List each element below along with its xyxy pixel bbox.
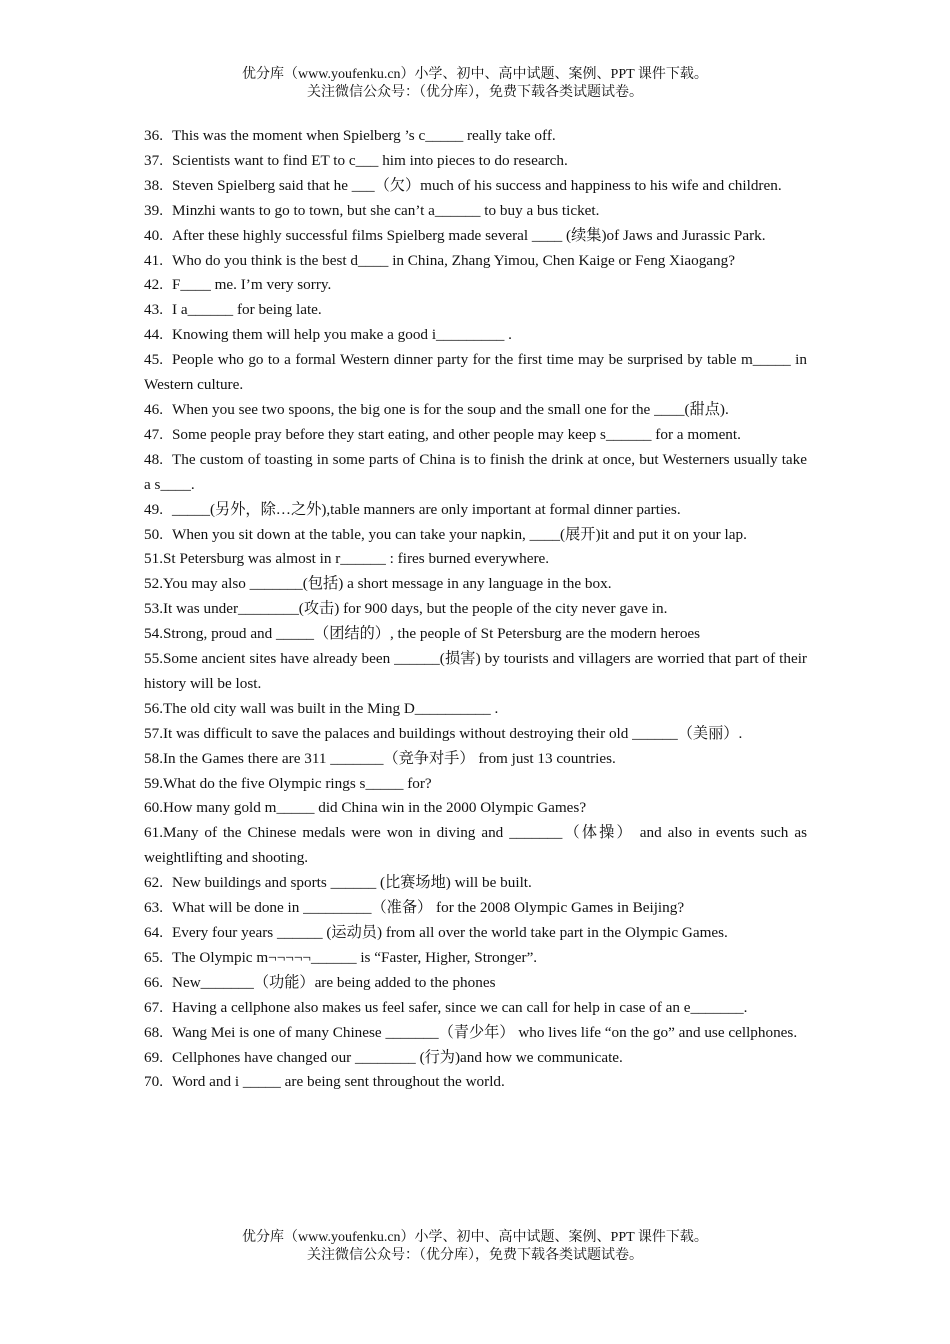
question-number: 45. bbox=[144, 351, 163, 369]
question-item bbox=[144, 298, 807, 323]
question-number: 54. bbox=[144, 625, 163, 643]
question-number: 59. bbox=[144, 774, 163, 792]
question-number: 53. bbox=[144, 600, 163, 618]
question-item bbox=[144, 124, 807, 149]
question-text: Having a cellphone also makes us feel safer, since we can call for help in case of an e_______. bbox=[171, 998, 748, 1016]
question-number: 61. bbox=[144, 824, 163, 842]
question-text: What do the five Olympic rings s_____ for? bbox=[162, 774, 432, 792]
question-item bbox=[144, 597, 807, 622]
question-number: 56. bbox=[144, 699, 163, 717]
question-text: The custom of toasting in some parts of China is to finish the drink at once, but Westerners usually take a s____. bbox=[144, 450, 807, 493]
question-item bbox=[144, 622, 807, 647]
question-number: 47. bbox=[144, 425, 163, 443]
question-number: 50. bbox=[144, 525, 163, 543]
page-header bbox=[0, 66, 950, 101]
question-list bbox=[144, 124, 807, 1095]
question-number: 43. bbox=[144, 301, 163, 319]
question-number: 51. bbox=[144, 550, 163, 568]
question-number: 65. bbox=[144, 948, 163, 966]
question-item bbox=[144, 796, 807, 821]
question-item bbox=[144, 423, 807, 448]
question-text: New_______（功能）are being added to the phones bbox=[171, 973, 496, 991]
question-text: Knowing them will help you make a good i_________ . bbox=[171, 326, 512, 344]
question-item bbox=[144, 348, 807, 398]
question-text: Some people pray before they start eating, and other people may keep s______ for a moment. bbox=[171, 425, 741, 443]
header-line-1: 优分库（www.youfenku.cn）小学、初中、高中试题、案例、PPT 课件下载。 bbox=[242, 67, 708, 82]
question-text: Scientists want to find ET to c___ him into pieces to do research. bbox=[171, 151, 568, 169]
question-number: 36. bbox=[144, 127, 163, 144]
question-text: St Petersburg was almost in r______ : fires burned everywhere. bbox=[162, 550, 550, 568]
question-text: I a______ for being late. bbox=[171, 301, 322, 319]
question-item bbox=[144, 523, 807, 548]
question-number: 58. bbox=[144, 749, 163, 767]
question-text: When you sit down at the table, you can take your napkin, ____(展开)it and put it on your lap. bbox=[171, 525, 747, 543]
question-item bbox=[144, 448, 807, 498]
question-number: 42. bbox=[144, 276, 163, 294]
question-number: 39. bbox=[144, 201, 163, 219]
question-item bbox=[144, 174, 807, 199]
question-number: 57. bbox=[144, 724, 163, 742]
question-text: It was under________(攻击) for 900 days, but the people of the city never gave in. bbox=[162, 600, 668, 618]
question-item bbox=[144, 722, 807, 747]
question-item bbox=[144, 224, 807, 249]
question-item bbox=[144, 772, 807, 797]
question-number: 63. bbox=[144, 899, 163, 917]
question-number: 62. bbox=[144, 874, 163, 892]
question-number: 64. bbox=[144, 924, 163, 941]
question-text: You may also _______(包括) a short message in any language in the box. bbox=[162, 575, 612, 593]
question-text: People who go to a formal Western dinner party for the first time may be surprised by table m_____ in Western culture. bbox=[144, 351, 807, 394]
question-text: Every four years ______ (运动员) from all over the world take part in the Olympic Games. bbox=[171, 924, 728, 941]
question-number: 48. bbox=[144, 450, 163, 468]
question-text: Wang Mei is one of many Chinese _______（青少年） who lives life “on the go” and use cellphones. bbox=[171, 1023, 798, 1041]
question-text: F____ me. I’m very sorry. bbox=[171, 276, 332, 294]
question-text: It was difficult to save the palaces and buildings without destroying their old ______（美丽）. bbox=[162, 724, 743, 742]
question-number: 60. bbox=[144, 799, 163, 817]
question-item bbox=[144, 1070, 807, 1095]
question-item bbox=[144, 996, 807, 1021]
question-number: 37. bbox=[144, 151, 163, 169]
question-text: Strong, proud and _____（团结的）, the people of St Petersburg are the modern heroes bbox=[162, 625, 701, 643]
question-number: 70. bbox=[144, 1073, 163, 1091]
question-item bbox=[144, 946, 807, 971]
question-item bbox=[144, 697, 807, 722]
question-number: 68. bbox=[144, 1023, 163, 1041]
question-item bbox=[144, 647, 807, 697]
question-number: 67. bbox=[144, 998, 163, 1016]
question-text: Minzhi wants to go to town, but she can’t a______ to buy a bus ticket. bbox=[171, 201, 600, 219]
question-item bbox=[144, 149, 807, 174]
question-text: _____(另外，除…之外),table manners are only important at formal dinner parties. bbox=[171, 500, 681, 518]
footer-line-1: 优分库（www.youfenku.cn）小学、初中、高中试题、案例、PPT 课件下载。 bbox=[242, 1230, 708, 1245]
question-number: 52. bbox=[144, 575, 163, 593]
question-text: Word and i _____ are being sent throughout the world. bbox=[171, 1073, 505, 1091]
question-item bbox=[144, 323, 807, 348]
question-text: The Olympic m¬¬¬¬¬______ is “Faster, Higher, Stronger”. bbox=[171, 948, 538, 966]
question-text: After these highly successful films Spielberg made several ____ (续集)of Jaws and Jurassic Park. bbox=[171, 226, 766, 244]
question-item bbox=[144, 1046, 807, 1071]
question-item bbox=[144, 547, 807, 572]
question-item bbox=[144, 871, 807, 896]
question-text: Steven Spielberg said that he ___（欠）much of his success and happiness to his wife and children. bbox=[171, 176, 782, 194]
question-text: This was the moment when Spielberg ’s c_____ really take off. bbox=[171, 127, 556, 144]
question-number: 69. bbox=[144, 1048, 163, 1066]
question-item bbox=[144, 921, 807, 946]
question-item bbox=[144, 896, 807, 921]
question-text: Cellphones have changed our ________ (行为)and how we communicate. bbox=[171, 1048, 623, 1066]
question-number: 55. bbox=[144, 650, 163, 668]
question-text: When you see two spoons, the big one is for the soup and the small one for the ____(甜点). bbox=[171, 400, 729, 418]
question-number: 38. bbox=[144, 176, 163, 194]
question-number: 46. bbox=[144, 400, 163, 418]
question-item bbox=[144, 747, 807, 772]
question-text: How many gold m_____ did China win in the 2000 Olympic Games? bbox=[162, 799, 587, 817]
question-text: Many of the Chinese medals were won in diving and _______（体操） and also in events such as weightlifting and shooting. bbox=[144, 824, 807, 867]
question-text: What will be done in _________（准备） for the 2008 Olympic Games in Beijing? bbox=[171, 899, 685, 917]
page-footer bbox=[0, 1229, 950, 1264]
question-item bbox=[144, 273, 807, 298]
question-number: 44. bbox=[144, 326, 163, 344]
question-item bbox=[144, 249, 807, 274]
header-line-2: 关注微信公众号：（优分库），免费下载各类试题试卷。 bbox=[307, 84, 643, 100]
question-text: The old city wall was built in the Ming D__________ . bbox=[162, 699, 499, 717]
question-item bbox=[144, 821, 807, 871]
question-item bbox=[144, 199, 807, 224]
question-item bbox=[144, 398, 807, 423]
question-item bbox=[144, 1021, 807, 1046]
question-text: Who do you think is the best d____ in China, Zhang Yimou, Chen Kaige or Feng Xiaogang? bbox=[171, 251, 735, 269]
footer-line-2: 关注微信公众号：（优分库），免费下载各类试题试卷。 bbox=[307, 1247, 643, 1263]
question-number: 66. bbox=[144, 973, 163, 991]
question-text: New buildings and sports ______ (比赛场地) will be built. bbox=[171, 874, 532, 892]
question-item bbox=[144, 971, 807, 996]
question-text: Some ancient sites have already been ______(损害) by tourists and villagers are worried that part of their history will be lost. bbox=[144, 650, 807, 692]
question-number: 41. bbox=[144, 251, 163, 269]
question-text: In the Games there are 311 _______（竞争对手） from just 13 countries. bbox=[162, 749, 616, 767]
question-number: 49. bbox=[144, 500, 163, 518]
question-item bbox=[144, 572, 807, 597]
question-item bbox=[144, 498, 807, 523]
question-number: 40. bbox=[144, 226, 163, 244]
